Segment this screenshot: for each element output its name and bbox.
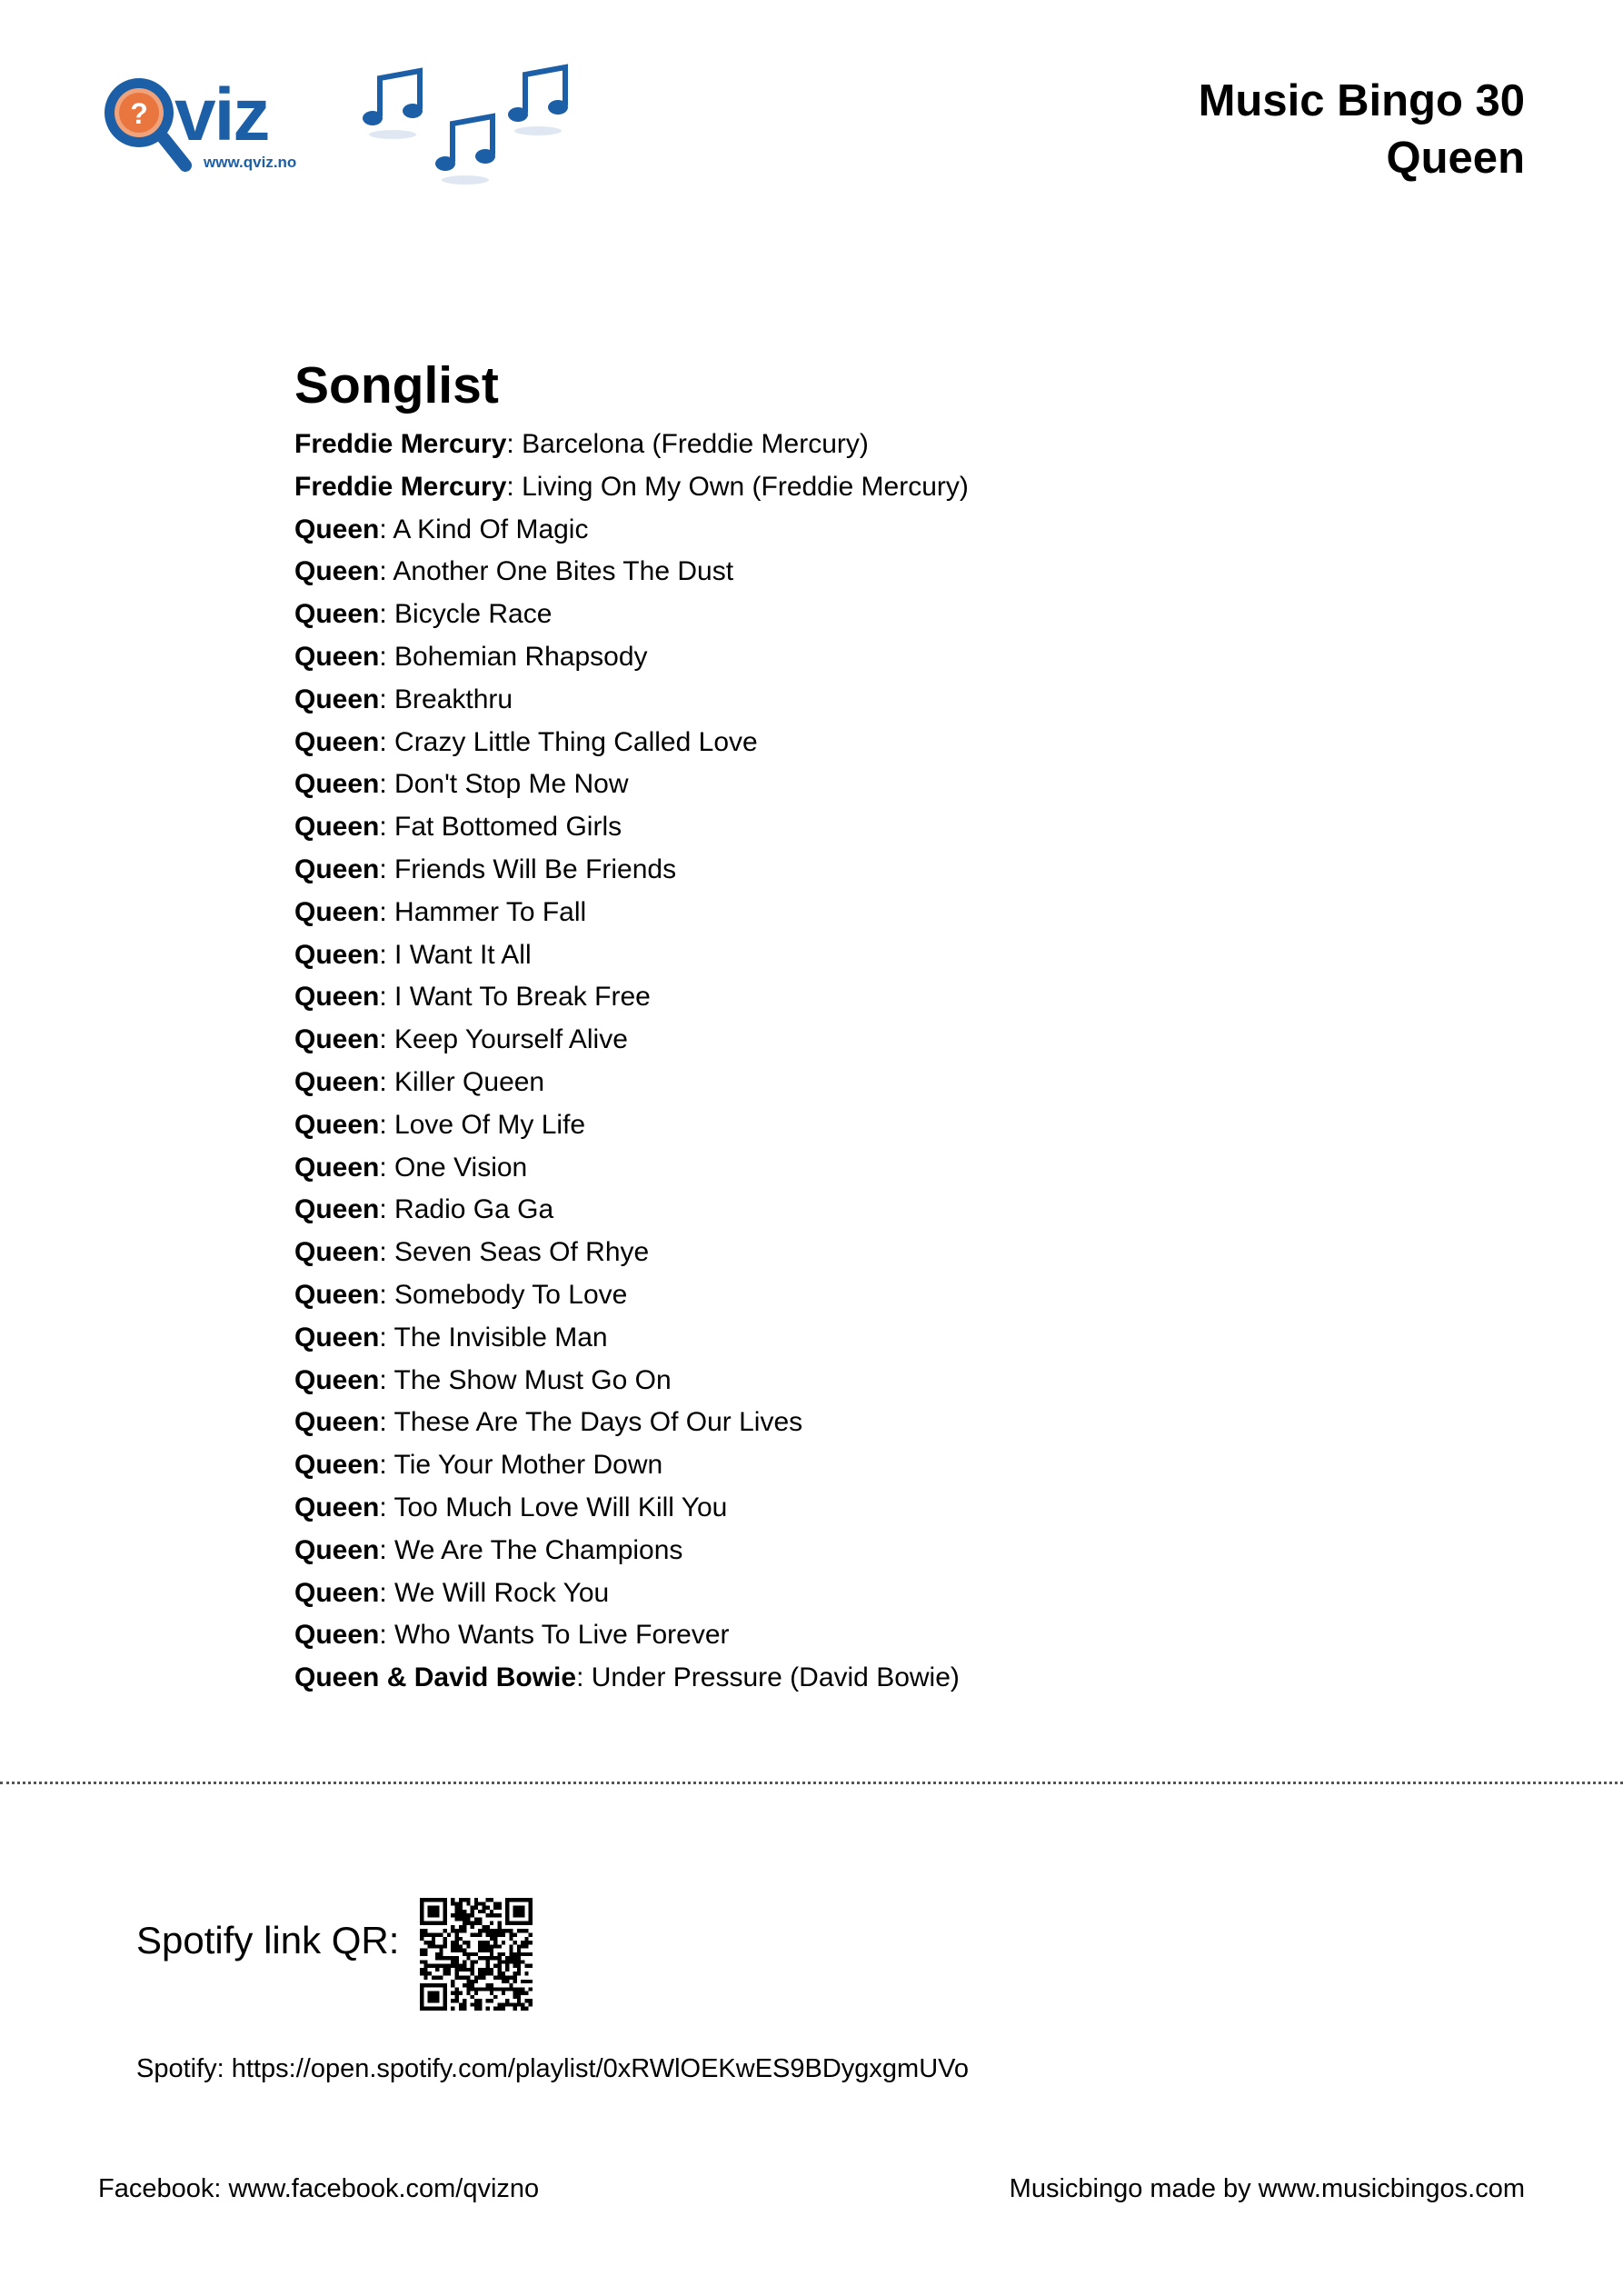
song-title: Barcelona (Freddie Mercury) <box>522 429 869 459</box>
song-separator: : <box>379 599 395 630</box>
song-title: Breakthru <box>394 684 513 714</box>
song-artist: Queen <box>294 1024 380 1055</box>
song-title: I Want To Break Free <box>394 982 651 1013</box>
song-item <box>294 1657 969 1700</box>
qviz-logo-graphic <box>98 60 607 196</box>
song-item <box>294 1487 969 1530</box>
song-item <box>294 509 969 552</box>
song-title: I Want It All <box>394 939 532 970</box>
song-artist: Queen <box>294 939 380 970</box>
song-separator: : <box>379 1194 395 1225</box>
song-separator: : <box>379 896 395 927</box>
song-item <box>294 1572 969 1615</box>
song-separator: : <box>379 1109 395 1140</box>
qviz-logo <box>98 60 607 196</box>
song-title: Living On My Own (Freddie Mercury) <box>522 471 969 502</box>
bingo-title-number: Music Bingo 30 <box>1198 76 1525 125</box>
song-separator: : <box>379 514 393 544</box>
song-artist: Queen <box>294 1152 380 1183</box>
song-separator: : <box>379 1407 394 1438</box>
song-item <box>294 1147 969 1190</box>
song-separator: : <box>379 684 395 714</box>
dotted-divider <box>0 1782 1623 1784</box>
song-artist: Queen <box>294 812 380 843</box>
song-title: Another One Bites The Dust <box>393 556 734 587</box>
song-separator: : <box>379 1492 394 1522</box>
song-separator: : <box>379 1024 395 1055</box>
song-item <box>294 849 969 892</box>
song-item <box>294 764 969 806</box>
song-artist: Queen <box>294 556 380 587</box>
music-notes-icon <box>363 67 568 185</box>
song-separator: : <box>506 471 523 502</box>
song-title: These Are The Days Of Our Lives <box>393 1407 803 1438</box>
song-item <box>294 976 969 1019</box>
song-title: Bohemian Rhapsody <box>394 641 648 672</box>
song-separator: : <box>379 939 395 970</box>
song-separator: : <box>576 1662 592 1693</box>
bingo-title <box>1199 73 1525 187</box>
song-item <box>294 1062 969 1104</box>
song-title: Radio Ga Ga <box>394 1194 554 1225</box>
song-item <box>294 1530 969 1572</box>
song-separator: : <box>379 1620 395 1651</box>
song-artist: Queen <box>294 1322 380 1353</box>
song-artist: Queen <box>294 1407 380 1438</box>
song-title: Under Pressure (David Bowie) <box>591 1662 960 1693</box>
song-separator: : <box>379 556 393 587</box>
song-artist: Queen <box>294 514 380 544</box>
song-item <box>294 806 969 849</box>
song-item <box>294 722 969 764</box>
song-artist: Queen <box>294 1109 380 1140</box>
song-separator: : <box>379 769 395 800</box>
song-title: A Kind Of Magic <box>393 514 589 544</box>
song-artist: Queen <box>294 1534 380 1565</box>
song-separator: : <box>379 726 395 757</box>
song-title: Too Much Love Will Kill You <box>393 1492 728 1522</box>
song-artist: Queen <box>294 1066 380 1097</box>
qr-code-graphic <box>420 1898 533 2011</box>
song-title: Somebody To Love <box>394 1279 628 1310</box>
song-artist: Queen <box>294 1237 380 1268</box>
song-separator: : <box>506 429 523 459</box>
song-separator: : <box>379 812 395 843</box>
song-artist: Queen <box>294 896 380 927</box>
song-artist: Queen <box>294 1450 380 1481</box>
song-item <box>294 1360 969 1403</box>
song-title: Love Of My Life <box>394 1109 586 1140</box>
song-item <box>294 1019 969 1062</box>
logo-wordmark: viz <box>174 74 269 156</box>
song-title: Fat Bottomed Girls <box>394 812 622 843</box>
song-title: Seven Seas Of Rhye <box>394 1237 650 1268</box>
song-item <box>294 934 969 977</box>
song-artist: Queen <box>294 1577 380 1608</box>
song-item <box>294 636 969 679</box>
qr-code-icon[interactable] <box>420 1898 533 2011</box>
song-title: Hammer To Fall <box>394 896 587 927</box>
song-item <box>294 679 969 722</box>
song-separator: : <box>379 982 395 1013</box>
song-separator: : <box>379 1066 395 1097</box>
song-item <box>294 1232 969 1274</box>
song-artist: Queen <box>294 1364 380 1395</box>
song-title: We Are The Champions <box>394 1534 683 1565</box>
song-separator: : <box>379 1364 394 1395</box>
song-artist: Queen <box>294 1620 380 1651</box>
song-artist: Queen <box>294 1194 380 1225</box>
song-title: Tie Your Mother Down <box>393 1450 663 1481</box>
svg-text:?: ? <box>130 97 148 130</box>
songlist-heading: Songlist <box>294 356 499 414</box>
song-list <box>294 424 969 1700</box>
song-item <box>294 1317 969 1360</box>
song-artist: Queen <box>294 1492 380 1522</box>
song-separator: : <box>379 1450 394 1481</box>
song-item <box>294 424 969 466</box>
spotify-link[interactable]: Spotify: https://open.spotify.com/playlist/0xRWlOEKwES9BDygxgmUVo <box>136 2054 970 2083</box>
song-title: Who Wants To Live Forever <box>394 1620 730 1651</box>
song-artist: Queen <box>294 599 380 630</box>
musicbingo-credit[interactable]: Musicbingo made by www.musicbingos.com <box>1009 2174 1525 2203</box>
song-artist: Queen <box>294 982 380 1013</box>
logo-url: www.qviz.no <box>204 154 297 171</box>
song-separator: : <box>379 1237 395 1268</box>
song-item <box>294 466 969 509</box>
song-item <box>294 1402 969 1444</box>
song-title: Crazy Little Thing Called Love <box>394 726 758 757</box>
song-artist: Queen <box>294 769 380 800</box>
song-item <box>294 1614 969 1657</box>
song-title: One Vision <box>394 1152 528 1183</box>
song-title: The Invisible Man <box>393 1322 608 1353</box>
song-artist: Queen & David Bowie <box>294 1662 577 1693</box>
song-item <box>294 594 969 636</box>
song-separator: : <box>379 1534 395 1565</box>
qr-label: Spotify link QR: <box>136 1919 400 1962</box>
song-separator: : <box>379 641 395 672</box>
song-title: Bicycle Race <box>394 599 553 630</box>
song-artist: Freddie Mercury <box>294 429 507 459</box>
song-artist: Queen <box>294 684 380 714</box>
song-separator: : <box>379 854 395 884</box>
song-artist: Queen <box>294 854 380 884</box>
song-title: The Show Must Go On <box>393 1364 672 1395</box>
song-item <box>294 1189 969 1232</box>
magnifier-question-icon <box>105 78 185 165</box>
song-separator: : <box>379 1152 395 1183</box>
songlist-section <box>294 354 969 1700</box>
song-artist: Freddie Mercury <box>294 471 507 502</box>
song-item <box>294 892 969 934</box>
song-separator: : <box>379 1322 394 1353</box>
song-title: Keep Yourself Alive <box>394 1024 628 1055</box>
song-artist: Queen <box>294 1279 380 1310</box>
song-title: Killer Queen <box>394 1066 545 1097</box>
facebook-link[interactable]: Facebook: www.facebook.com/qvizno <box>98 2174 540 2203</box>
song-title: Friends Will Be Friends <box>394 854 677 884</box>
song-title: We Will Rock You <box>394 1577 610 1608</box>
song-artist: Queen <box>294 726 380 757</box>
song-item <box>294 1104 969 1147</box>
song-separator: : <box>379 1577 395 1608</box>
bingo-title-artist: Queen <box>1386 134 1525 183</box>
song-item <box>294 1274 969 1317</box>
song-artist: Queen <box>294 641 380 672</box>
song-separator: : <box>379 1279 395 1310</box>
song-title: Don't Stop Me Now <box>394 769 629 800</box>
song-item <box>294 551 969 594</box>
song-item <box>294 1444 969 1487</box>
